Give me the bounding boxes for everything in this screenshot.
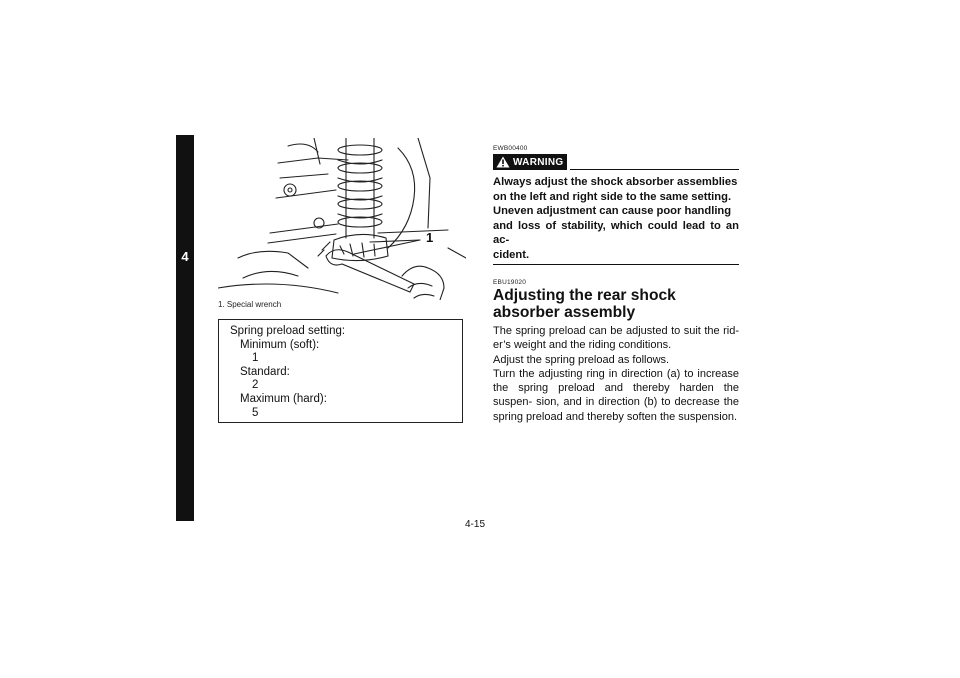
chapter-number: 4: [181, 249, 189, 264]
spec-value-minimum: 1: [252, 352, 259, 365]
warning-text: [493, 175, 739, 262]
warning-line: and loss of stability, which could lead to an ac-: [493, 219, 739, 246]
spec-label-minimum: Minimum (soft):: [240, 338, 320, 351]
chapter-tab: [176, 135, 194, 521]
body-paragraph: Adjust the spring preload as follows.: [493, 353, 670, 366]
spec-label-standard: Standard:: [240, 365, 290, 378]
spec-title: Spring preload setting:: [230, 325, 346, 337]
page-number: 4-15: [465, 519, 486, 530]
warning-rule: [570, 169, 739, 170]
warning-code: EWB00400: [493, 145, 528, 152]
spec-value-standard: 2: [252, 379, 259, 392]
figure-callout: 1: [426, 230, 434, 245]
warning-header: [493, 154, 739, 170]
section-heading: Adjusting the rear shock absorber assembly: [493, 287, 676, 321]
body-paragraph: The spring preload can be adjusted to suit the rid- er’s weight and the riding conditions.: [493, 325, 739, 352]
right-column: [493, 145, 739, 424]
warning-label: WARNING: [513, 156, 564, 168]
section-code: EBU19020: [493, 279, 527, 286]
spec-value-maximum: 5: [252, 406, 259, 419]
warning-line: on the left and right side to the same setting.: [493, 190, 732, 203]
warning-line: cident.: [493, 248, 530, 261]
warning-badge: [493, 154, 567, 170]
body-paragraph: Turn the adjusting ring in direction (a) to increase the spring preload and thereby harden the suspen- sion, and in direction (b) to decrease the spring preload and thereby soften the suspension.: [493, 367, 739, 423]
warning-line: Always adjust the shock absorber assemblies: [493, 176, 738, 188]
warning-end-rule: [493, 264, 739, 265]
figure-caption: 1. Special wrench: [218, 300, 282, 309]
spec-label-maximum: Maximum (hard):: [240, 392, 327, 405]
section-body: [493, 324, 739, 424]
warning-triangle-icon: [496, 156, 510, 168]
spring-preload-spec-box: [218, 319, 463, 423]
shock-absorber-illustration: [218, 138, 466, 300]
warning-line: Uneven adjustment can cause poor handling: [493, 205, 732, 217]
